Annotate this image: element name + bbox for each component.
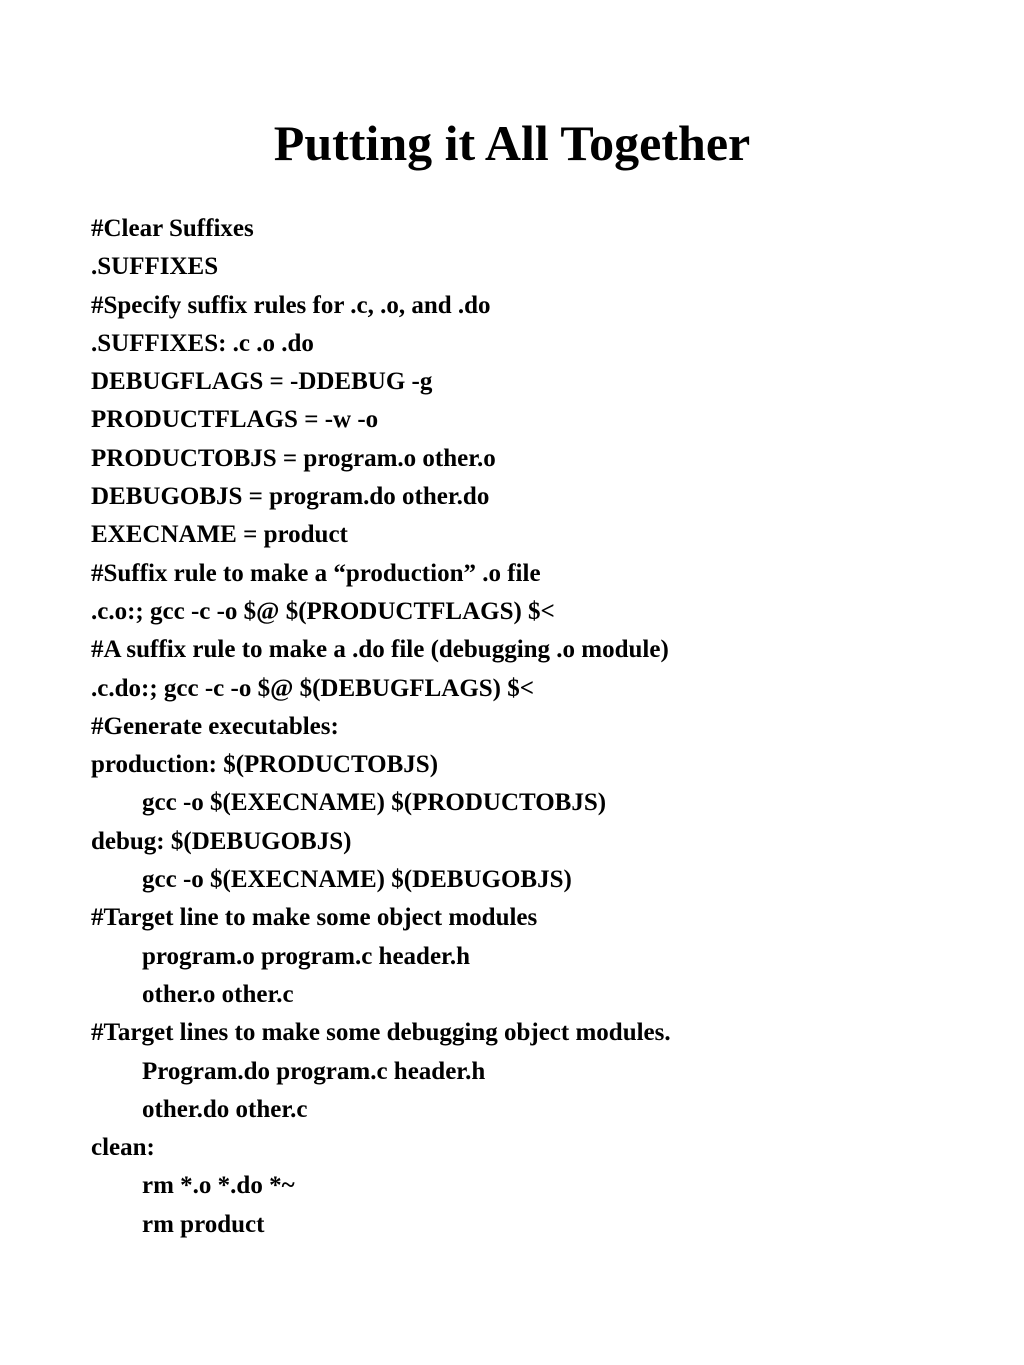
makefile-line: #Suffix rule to make a “production” .o file [91,559,541,587]
makefile-line: #Generate executables: [91,712,339,740]
makefile-line: rm *.o *.do *~ [142,1172,295,1200]
makefile-line: .c.do:; gcc -c -o $@ $(DEBUGFLAGS) $< [91,674,534,702]
makefile-line: gcc -o $(EXECNAME) $(DEBUGOBJS) [142,866,572,894]
makefile-line: #Target line to make some object modules [91,904,538,932]
makefile-listing [91,210,671,1244]
makefile-line: #A suffix rule to make a .do file (debugging .o module) [91,636,669,664]
makefile-line: EXECNAME = product [91,521,348,549]
makefile-line: other.o other.c [142,980,294,1008]
makefile-line: Program.do program.c header.h [142,1057,486,1085]
makefile-line: #Clear Suffixes [91,215,254,242]
makefile-line: rm product [142,1210,265,1238]
makefile-line: PRODUCTOBJS = program.o other.o [91,444,496,472]
makefile-line: DEBUGFLAGS = -DDEBUG -g [91,368,433,396]
makefile-line: DEBUGOBJS = program.do other.do [91,483,490,511]
makefile-line: other.do other.c [142,1095,308,1123]
makefile-line: gcc -o $(EXECNAME) $(PRODUCTOBJS) [142,789,607,817]
makefile-line: #Target lines to make some debugging object modules. [91,1019,671,1047]
makefile-line: .SUFFIXES: .c .o .do [91,329,314,357]
makefile-line: debug: $(DEBUGOBJS) [91,827,352,855]
makefile-line: .c.o:; gcc -c -o $@ $(PRODUCTFLAGS) $< [91,597,555,625]
makefile-line: production: $(PRODUCTOBJS) [91,751,439,779]
slide-title: Putting it All Together [273,115,751,171]
makefile-line: #Specify suffix rules for .c, .o, and .do [91,291,491,319]
makefile-line: clean: [91,1134,155,1162]
makefile-line: PRODUCTFLAGS = -w -o [91,406,379,434]
makefile-line: .SUFFIXES [91,253,219,281]
makefile-line: program.o program.c header.h [142,942,470,970]
